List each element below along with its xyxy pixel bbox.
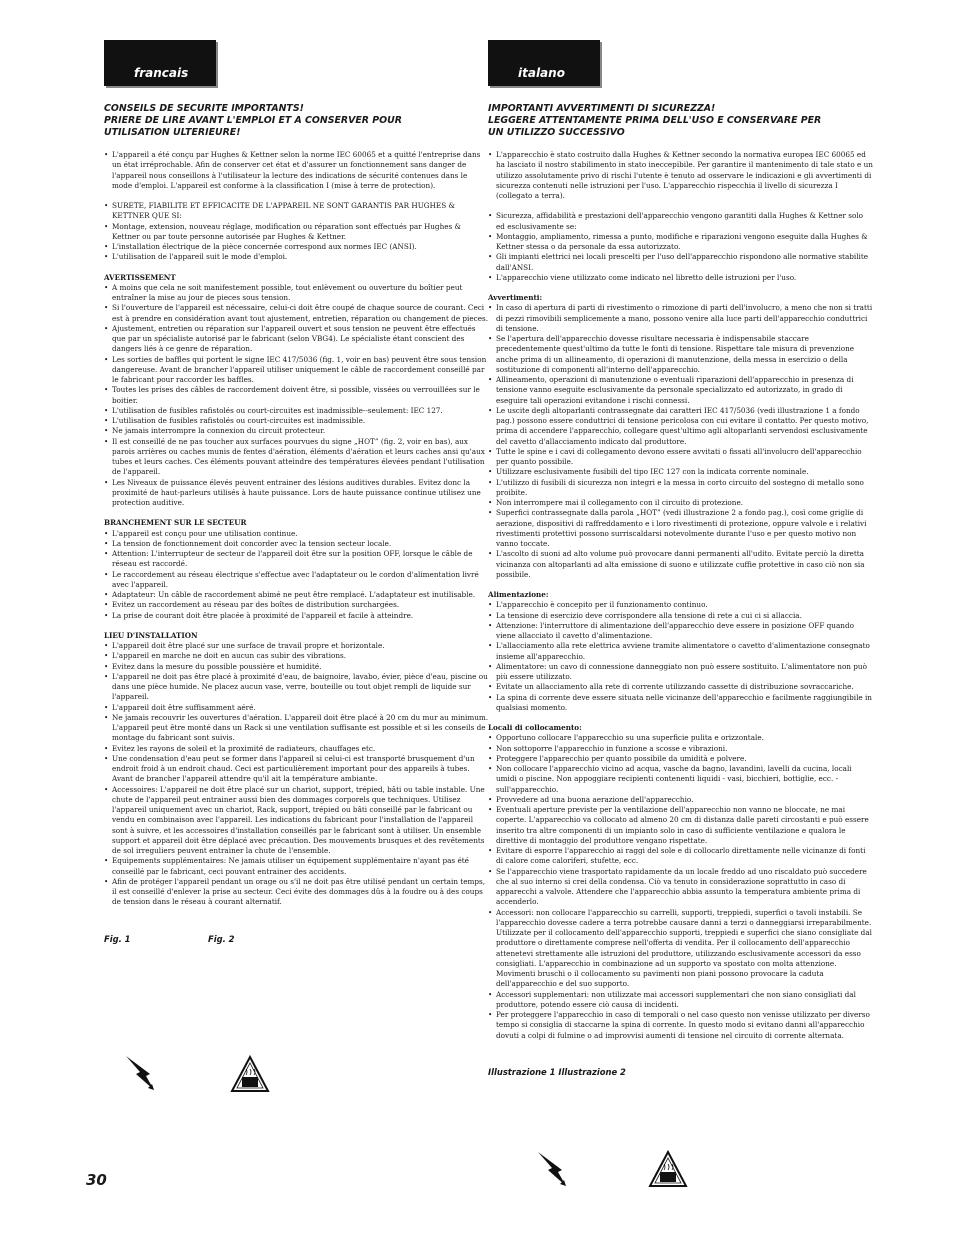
list-item: • L'appareil ne doit pas être placé à proximité d'eau, de baignoire, lavabo, évier, pièce d'eau, piscine ou dans une pièce humide. Ne placez aucun vase, verre, bouteille ou tout objet rempli de liquide sur l'appareil.: [104, 672, 489, 703]
location-list: [488, 733, 873, 1041]
list-item: • Opportuno collocare l'apparecchio su una superficie pulita e orizzontale.: [488, 733, 873, 743]
list-item: • Ne jamais recouvrir les ouvertures d'aération. L'appareil doit être placé à 20 cm du mur au minimum. L'appareil peut être monté dans un Rack si une ventilation suffisante est possible et si les conseils de montage du fabricant sont suivis.: [104, 713, 489, 744]
list-item: • Evitez les rayons de soleil et la proximité de radiateurs, chauffages etc.: [104, 744, 489, 754]
list-item: • L'ascolto di suoni ad alto volume può provocare danni permanenti all'udito. Evitate perciò la diretta vicinanza con altoparlanti ad alta emissione di suono e utilizzate cuffie protettive in caso ciò non sia possibile.: [488, 549, 873, 580]
power-list: [104, 529, 489, 621]
language-tab-italano: italano: [488, 40, 600, 86]
list-item: • Per proteggere l'apparecchio in caso di temporali o nel caso questo non venisse utilizzato per diverso tempo si consiglia di staccarne la spina di corrente. In questo modo si evitano danni all'apparecchio dovuti a colpi di fulmine o ad improvvisi aumenti di tensione nel circuito di corrente alternata.: [488, 1010, 873, 1041]
list-item: • L'installation électrique de la pièce concernée correspond aux normes IEC (ANSI).: [104, 242, 489, 252]
section-title: Avvertimenti:: [488, 293, 543, 302]
heading-line: PRIERE DE LIRE AVANT L'EMPLOI ET A CONSERVER POUR: [104, 115, 402, 126]
lightning-icon: [120, 1052, 164, 1096]
list-item: • Eventuali aperture previste per la ventilazione dell'apparecchio non vanno ne bloccate, ne mai coperte. L'apparecchio va collocato ad almeno 20 cm di distanza dalle pareti circostanti e può essere inserito tra altre componenti di un impianto solo in caso di sufficiente ventilazione e qualora le direttive di montaggio del produttore vengano rispettate.: [488, 805, 873, 846]
power-list: [488, 600, 873, 713]
list-item: • Evitare di esporre l'apparecchio ai raggi del sole e di collocarlo direttamente nelle vicinanze di fonti di calore come caloriferi, stufette, ecc.: [488, 846, 873, 867]
list-item: • Utilizzare esclusivamente fusibili del tipo IEC 127 con la indicata corrente nominale.: [488, 467, 873, 477]
list-item: • L'apparecchio viene utilizzato come indicato nel libretto delle istruzioni per l'uso.: [488, 273, 873, 283]
list-item: • L'utilisation de fusibles rafistolés ou court-circuites est inadmissible--seulement: IEC 127.: [104, 406, 489, 416]
list-item: • L'apparecchio è stato costruito dalla Hughes & Kettner secondo la normativa europea IEC 60065 ed ha lasciato il nostro stabilimento in stato ineccepibile. Per garantire il mantenimento di tale stato e un utilizzo assolutamente privo di rischi l'utente è tenuto ad osservare le indicazioni e gli avvertimenti di sicurezza contenuti nelle istruzioni per l'uso. L'apparecchio rispecchia il livello di sicurezza I (collegato a terra).: [488, 150, 873, 201]
list-item: • L'utilisation de fusibles rafistolés ou court-circuites est inadmissible.: [104, 416, 489, 426]
list-item: • L'appareil doit être placé sur une surface de travail propre et horizontale.: [104, 641, 489, 651]
list-item: • Accessori: non collocare l'apparecchio su carrelli, supporti, treppiedi, superfici o tavoli instabili. Se l'apparecchio dovesse cadere a terra potrebbe causare danni a terzi o danneggiarsi irreparabilmente. Utilizzate per il collocamento dell'apparecchio supporti, treppiedi e superfici che siano consigliate dal produttore o direttamente comprese nell'offerta di vendita. Per il collocamento dell'apparecchio attenetevi strettamente alle istruzioni del produttore, utilizzando esclusivamente accessori da esso consigliati. L'apparecchio in combinazione ad un supporto va spostato con molta attenzione. Movimenti bruschi o il collocamento su pavimenti non piani possono provocare la caduta dell'apparecchio e del suo supporto.: [488, 908, 873, 990]
list-item: • Afin de protéger l'appareil pendant un orage ou s'il ne doit pas être utilisé pendant un certain temps, il est conseillé d'enlever la prise au secteur. Ceci évite des dommages dûs à la foudre ou à des coups de tension dans le réseau à courant alternatif.: [104, 877, 489, 908]
figure-labels: [488, 1067, 873, 1081]
list-item: • Allineamento, operazioni di manutenzione o eventuali riparazioni dell'apparecchio in presenza di tensione vanno eseguite esclusivamente da personale specializzato ed autorizzato, in grado di eseguire tali operazioni evitandone i rischi connessi.: [488, 375, 873, 406]
list-item: • L'utilizzo di fusibili di sicurezza non integri e la messa in corto circuito del sostegno di metallo sono proibite.: [488, 478, 873, 499]
list-item: • Provvedere ad una buona aerazione dell'apparecchio.: [488, 795, 873, 805]
list-item: • Attenzione: l'interruttore di alimentazione dell'apparecchio deve essere in posizione OFF quando viene allacciato il cavetto d'alimentazione.: [488, 621, 873, 642]
list-item: • In caso di apertura di parti di rivestimento o rimozione di parti dell'involucro, a meno che non si tratti di pezzi rimovibili semplicemente a mano, possono venire alla luce parti dell'apparecchio conduttrici di tensione.: [488, 303, 873, 334]
language-tab-francais: francais: [104, 40, 216, 86]
warning-list: [104, 283, 489, 509]
list-item: • Non collocare l'apparecchio vicino ad acqua, vasche da bagno, lavandini, lavelli da cucina, locali umidi o piscine. Non appoggiare recipienti contenenti liquidi - vasi, bicchieri, bottiglie, ecc. - sull'apparecchio.: [488, 764, 873, 795]
list-item: • Superfici contrassegnate dalla parola „HOT” (vedi illustrazione 2 a fondo pag.), così come griglie di aerazione, dispositivi di raffreddamento e i loro rivestimenti di protezione, oppure valvole e i relativi rivestimenti protettivi possono surriscaldarsi notevolmente durante l'uso e per questo motivo non vanno toccate.: [488, 508, 873, 549]
section-title: Locali di collocamento:: [488, 723, 582, 732]
list-item: • La tensione di esercizio deve corrispondere alla tensione di rete a cui ci si allaccia.: [488, 611, 873, 621]
list-item: • Adaptateur: Un câble de raccordement abimé ne peut être remplacé. L'adaptateur est inutilisable.: [104, 590, 489, 600]
fig1-label: Fig. 1: [104, 933, 131, 944]
list-item: • L'allacciamento alla rete elettrica avviene tramite alimentatore o cavetto d'alimentazione consegnato insieme all'apparecchio.: [488, 641, 873, 662]
section-title: Alimentazione:: [488, 590, 549, 599]
italian-column: [488, 40, 873, 1081]
warning-list: [488, 303, 873, 580]
list-item: • A moins que cela ne soit manifestement possible, tout enlèvement ou ouverture du boîtier peut entraîner la mise au jour de pieces sous tension.: [104, 283, 489, 304]
heading-line: UN UTILIZZO SUCCESSIVO: [488, 127, 625, 138]
safety-body: [104, 150, 489, 908]
list-item: • Les Niveaux de puissance élevés peuvent entrainer des lésions auditives durables. Evitez donc la proximité de haut-parleurs utilisés à haute puissance. Lors de haute puissance continue utilisez une protection auditive.: [104, 478, 489, 509]
list-item: • Se l'apparecchio viene trasportato rapidamente da un locale freddo ad uno riscaldato può succedere che al suo interno si crei della condensa. Ciò va tenuto in considerazione soprattutto in caso di apparecchi a valvole. Attendere che l'apparecchio abbia assunto la temperatura ambiente prima di accenderlo.: [488, 867, 873, 908]
list-item: • Ne jamais interrompre la connexion du circuit protecteur.: [104, 426, 489, 436]
list-item: • La spina di corrente deve essere situata nelle vicinanze dell'apparecchio e facilmente raggiungibile in qualsiasi momento.: [488, 693, 873, 714]
location-list: [104, 641, 489, 908]
list-item: • Une condensation d'eau peut se former dans l'appareil si celui-ci est transporté brusquement d'un endroit froid à un endroit chaud. Ceci est particulièrement important pour des appareils à tubes. Avant de brancher l'appareil attendre qu'il ait la température ambiante.: [104, 754, 489, 785]
lightning-icon: [532, 1148, 576, 1192]
list-item: • Non interrompere mai il collegamento con il circuito di protezione.: [488, 498, 873, 508]
list-item: • Equipements supplémentaires: Ne jamais utiliser un équipement supplémentaire n'ayant pas été conseillé par le fabricant, ceci pouvant entrainer des accidents.: [104, 856, 489, 877]
list-item: • Montage, extension, nouveau réglage, modification ou réparation sont effectués par Hughes & Kettner ou par toute personne autorisée par Hughes & Kettner.: [104, 222, 489, 243]
list-item: • L'appareil doit être suffisamment aéré.: [104, 703, 489, 713]
list-item: • Non sottoporre l'apparecchio in funzione a scosse e vibrazioni.: [488, 744, 873, 754]
list-item: • Evitez un raccordement au réseau par des boîtes de distribution surchargées.: [104, 600, 489, 610]
section-title: LIEU D'INSTALLATION: [104, 630, 198, 640]
list-item: • Alimentatore: un cavo di connessione danneggiato non può essere sostituito. L'alimentatore non può più essere utilizzato.: [488, 662, 873, 683]
list-item: • L'apparecchio è concepito per il funzionamento continuo.: [488, 600, 873, 610]
list-item: • Ajustement, entretien ou réparation sur l'appareil ouvert et sous tension ne peuvent être effectués que par un spécialiste autorisé par le fabricant (selon VBG4). Le spécialiste étant conscient des dangers liés à ce genre de réparation.: [104, 324, 489, 355]
intro-list: [104, 150, 489, 191]
safety-heading: [488, 103, 873, 139]
list-item: • Toutes les prises des câbles de raccordement doivent être, si possible, vissées ou verrouillées sur le boitier.: [104, 385, 489, 406]
page-number: 30: [86, 1171, 107, 1189]
heading-line: LEGGERE ATTENTAMENTE PRIMA DELL'USO E CONSERVARE PER: [488, 115, 822, 126]
fig2-label: Fig. 2: [208, 933, 235, 944]
list-item: • L'appareil est conçu pour une utilisation continue.: [104, 529, 489, 539]
heading-line: IMPORTANTI AVVERTIMENTI DI SICUREZZA!: [488, 103, 716, 114]
list-item: • Accessori supplementari: non utilizzate mai accessori supplementari che non siano consigliati dal produttore, potendo essere ciò causa di incidenti.: [488, 990, 873, 1011]
list-item: • L'appareil en marche ne doit en aucun cas subir des vibrations.: [104, 651, 489, 661]
list-item: • SURETE, FIABILITE ET EFFICACITE DE L'APPAREIL NE SONT GARANTIS PAR HUGHES & KETTNER QUE SI:: [104, 201, 489, 222]
list-item: • L'appareil a été conçu par Hughes & Kettner selon la norme IEC 60065 et a quitté l'entreprise dans un état irréprochable. Afin de conserver cet état et d'assurer un fonctionnement sans danger de l'appareil nous conseillons à l'utilisateur la lecture des indications de sécurité contenues dans le mode d'emploi. L'appareil est conforme à la classification I (mise à terre de protection).: [104, 150, 489, 191]
list-item: • Le uscite degli altoparlanti contrassegnate dai caratteri IEC 417/5036 (vedi illustrazione 1 a fondo pag.) possono essere conduttrici di tensione pericolosa con cui evitare il contatto. Per questo motivo, prima di accendere l'apparecchio, collegare quest'ultimo agli altoparlanti servendosi esclusivamente del cavetto d'allacciamento indicato dal produttore.: [488, 406, 873, 447]
hot-surface-warning-icon: [648, 1150, 688, 1188]
heading-line: CONSEILS DE SECURITE IMPORTANTS!: [104, 103, 304, 114]
guarantee-list: [488, 211, 873, 283]
list-item: • Gli impianti elettrici nei locali prescelti per l'uso dell'apparecchio rispondono alle normative stabilite dall'ANSI.: [488, 252, 873, 273]
list-item: • Tutte le spine e i cavi di collegamento devono essere avvitati o fissati all'involucro dell'apparecchio per quanto possibile.: [488, 447, 873, 468]
list-item: • Accessoires: L'appareil ne doit être placé sur un chariot, support, trépied, bâti ou table instable. Une chute de l'appareil peut entrainer aussi bien des dommages corporels que techniques. Utilisez l'appareil uniquement avec un chariot, Rack, support, trépied ou bâti conseillé par le fabricant ou vendu en combinaison avec l'appareil. Les indications du fabricant pour l'installation de l'appareil sont à suivre, et les accessoires d'installation conseillés par le fabricant sont à utiliser. Un ensemble support et appareil doit être déplacé avec précaution. Des mouvements brusques et des revêtements de sol irreguliers peuvent entrainer la chute de l'ensemble.: [104, 785, 489, 857]
list-item: • Si l'ouverture de l'appareil est nécessaire, celui-ci doit être coupé de chaque source de courant. Ceci est à prendre en considération avant tout ajustement, entretien, réparation ou changement de pieces.: [104, 303, 489, 324]
list-item: • Proteggere l'apparecchio per quanto possibile da umidità e polvere.: [488, 754, 873, 764]
section-title: BRANCHEMENT SUR LE SECTEUR: [104, 518, 247, 528]
safety-body: [488, 150, 873, 1041]
french-column: [104, 40, 489, 948]
list-item: • Montaggio, ampliamento, rimessa a punto, modifiche e riparazioni vengono eseguite dalla Hughes & Kettner stessa o da personale da essa autorizzato.: [488, 232, 873, 253]
heading-line: UTILISATION ULTERIEURE!: [104, 127, 241, 138]
list-item: • L'utilisation de l'appareil suit le mode d'emploi.: [104, 252, 489, 262]
illustration-labels: Illustrazione 1 Illustrazione 2: [488, 1066, 626, 1077]
list-item: • La prise de courant doit être placée à proximité de l'appareil et facile à atteindre.: [104, 611, 489, 621]
list-item: • Sicurezza, affidabilità e prestazioni dell'apparecchio vengono garantiti dalla Hughes & Kettner solo ed esclusivamente se:: [488, 211, 873, 232]
intro-list: [488, 150, 873, 201]
guarantee-list: [104, 201, 489, 263]
list-item: • Il est conseillé de ne pas toucher aux surfaces pourvues du signe „HOT” (fig. 2, voir en bas), aux parois arrières ou caches munis de fentes d'aération, éléments d'aération et leurs caches ansi qu'aux tubes et leurs caches. Ces éléments pouvant atteindre des températures élevées pendant l'utilisation de l'appareil.: [104, 437, 489, 478]
list-item: • Evitez dans la mesure du possible poussière et humidité.: [104, 662, 489, 672]
figure-labels: [104, 934, 489, 948]
list-item: • Le raccordement au réseau électrique s'effectue avec l'adaptateur ou le cordon d'alimentation livré avec l'appareil.: [104, 570, 489, 591]
hot-surface-warning-icon: [230, 1055, 270, 1093]
list-item: • Les sorties de baffles qui portent le signe IEC 417/5036 (fig. 1, voir en bas) peuvent être sous tension dangereuse. Avant de brancher l'appareil utiliser uniquement le câble de raccordement conseillé par le fabricant pour raccorder les baffles.: [104, 355, 489, 386]
list-item: • Evitate un allacciamento alla rete di corrente utilizzando cassette di distribuzione sovraccariche.: [488, 682, 873, 692]
section-title: AVERTISSEMENT: [104, 272, 176, 282]
list-item: • Se l'apertura dell'apparecchio dovesse risultare necessaria è indispensabile staccare precedentemente quest'ultimo da tutte le fonti di tensione. Rispettare tale misura di prevenzione anche prima di un allineamento, di operazioni di manutenzione, della messa in esercizio o della sostituzione di componenti all'interno dell'apparecchio.: [488, 334, 873, 375]
list-item: • Attention: L'interrupteur de secteur de l'appareil doit être sur la position OFF, lorsque le câble de réseau est raccordé.: [104, 549, 489, 570]
safety-heading: [104, 103, 489, 139]
list-item: • La tension de fonctionnement doit concorder avec la tension secteur locale.: [104, 539, 489, 549]
